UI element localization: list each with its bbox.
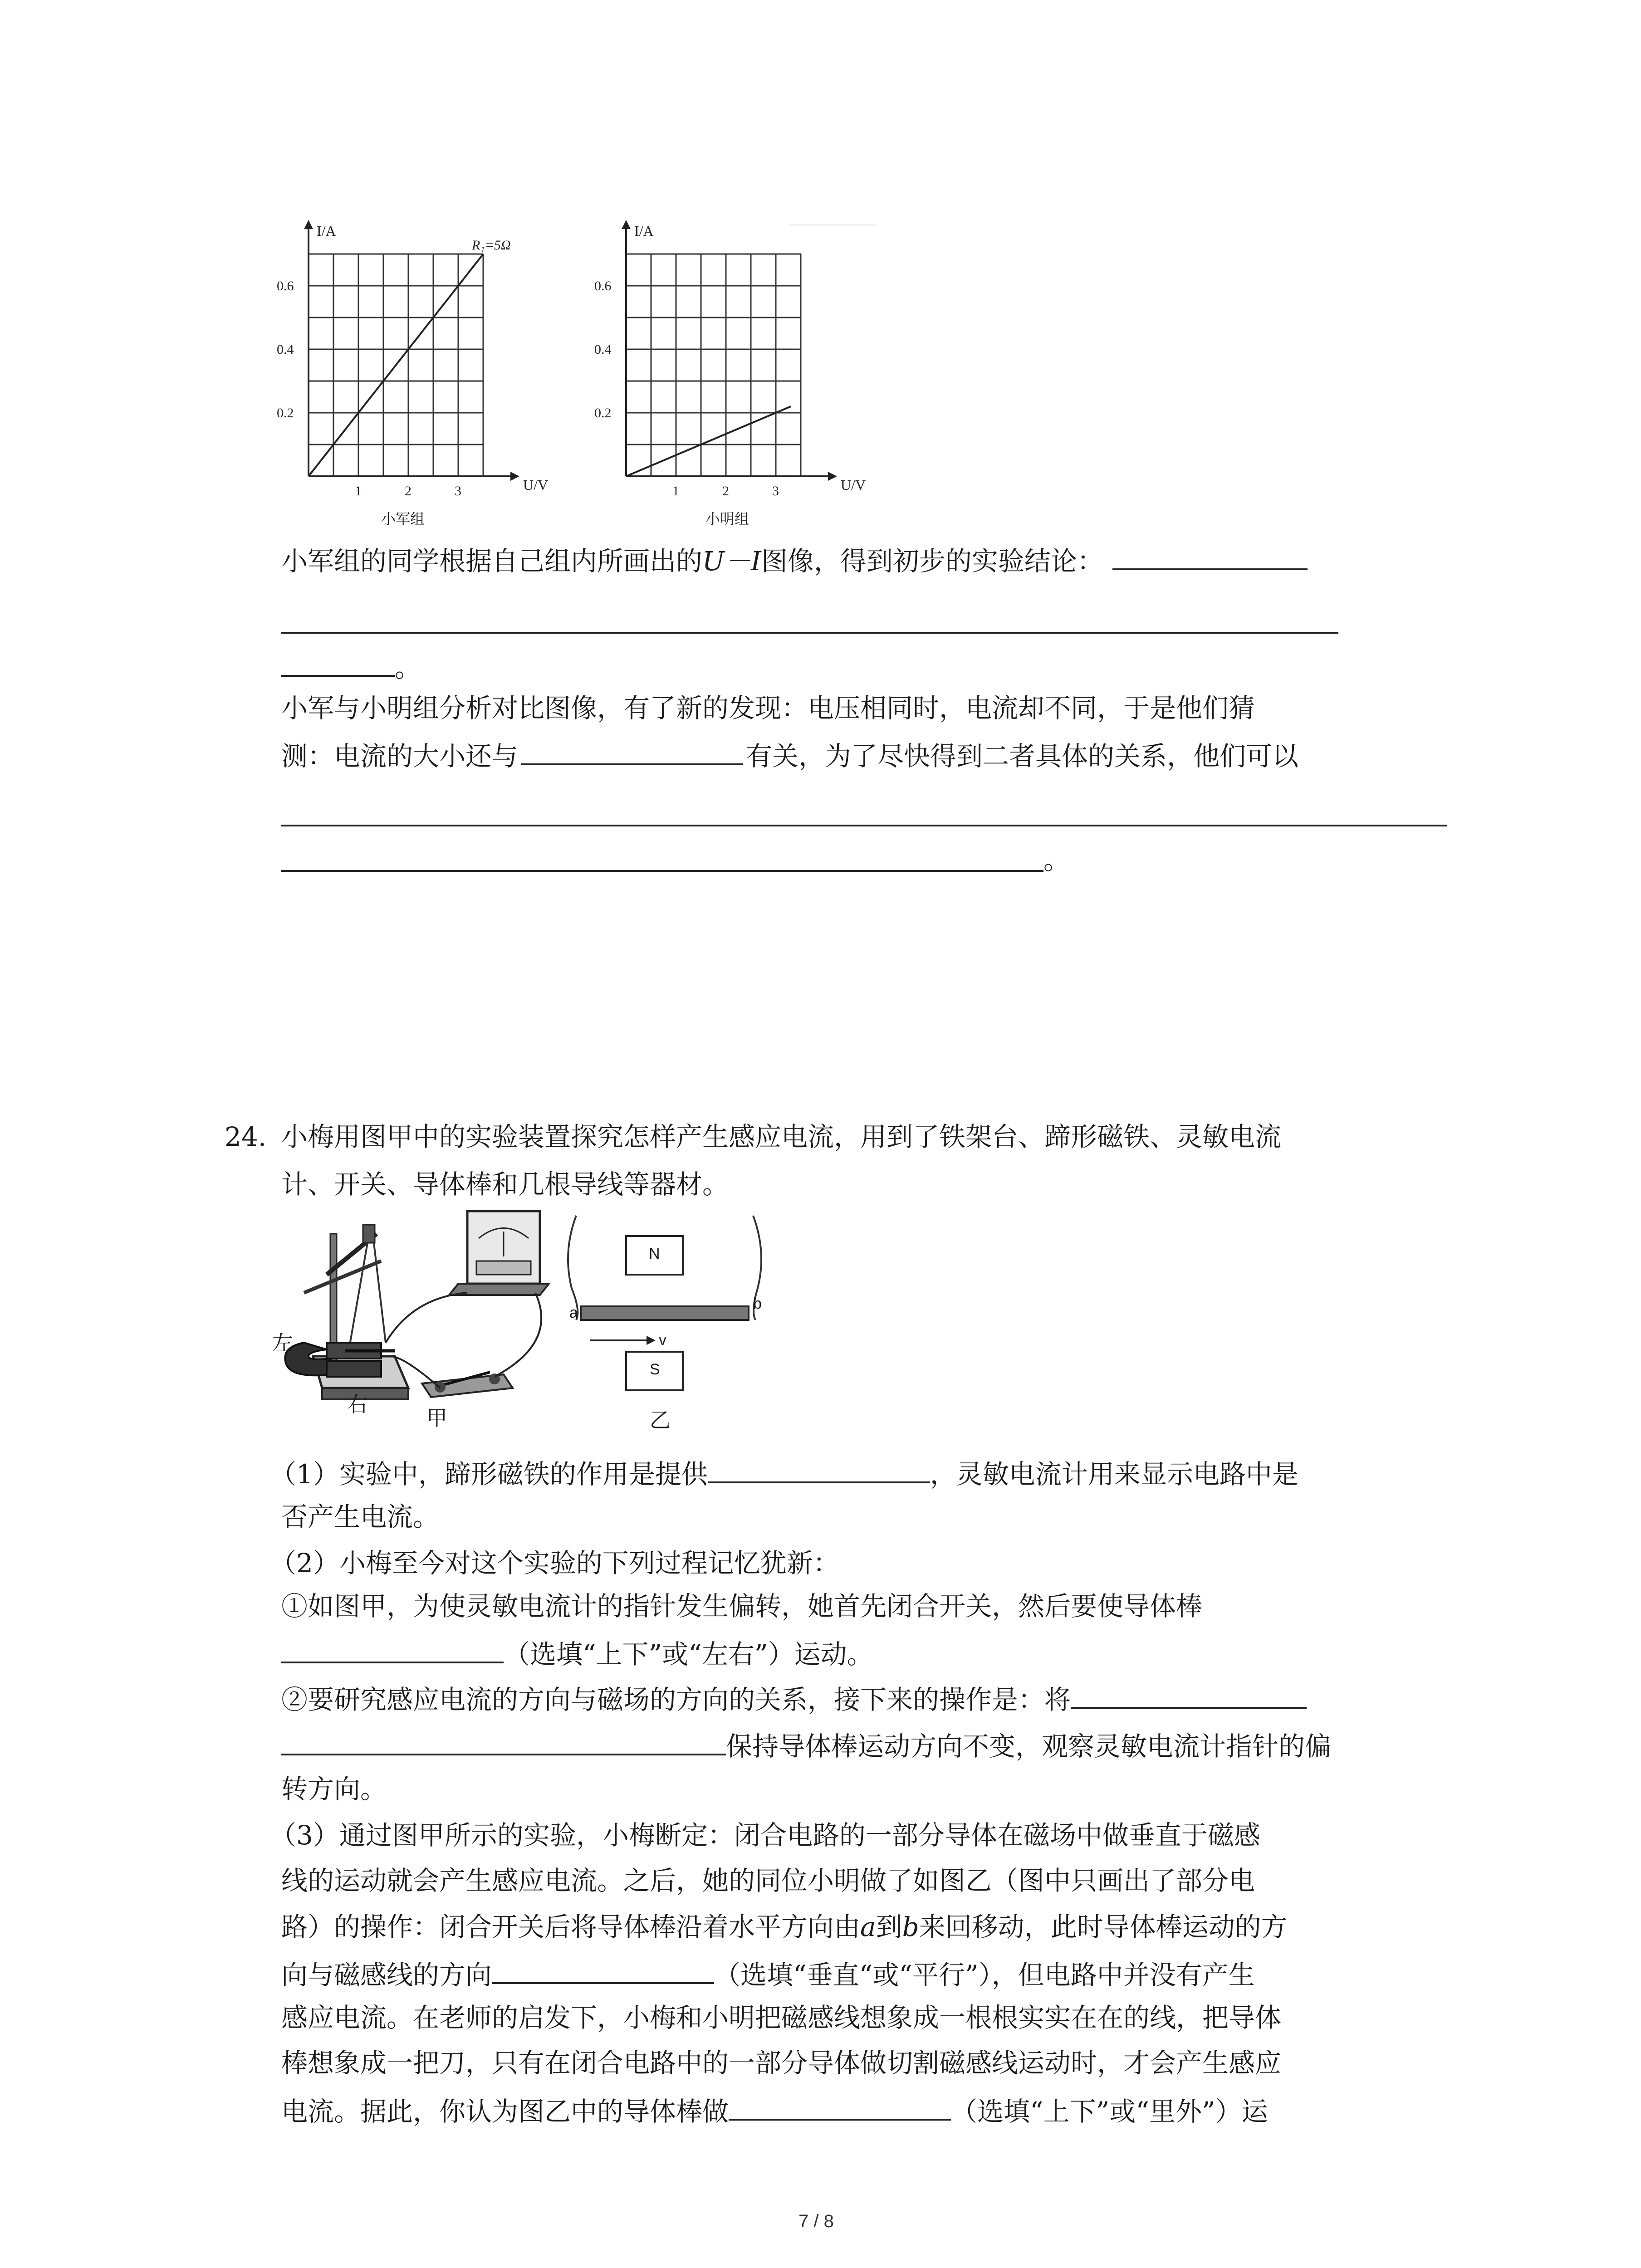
q24-blank-field[interactable] xyxy=(708,1455,930,1483)
x-tick-label: 2 xyxy=(722,484,729,499)
q24-p3-7-b: （选填“上下”或“里外”）运 xyxy=(951,2096,1268,2127)
q24-p1-b: ，灵敏电流计用来显示电路中是 xyxy=(930,1459,1298,1490)
label-south: S xyxy=(650,1361,660,1378)
q24-p2-1-line-2 xyxy=(281,1635,873,1671)
x-axis-arrow xyxy=(510,472,519,481)
q24-blank-operation-1[interactable] xyxy=(1071,1681,1307,1709)
q24-p3-line-7 xyxy=(281,2092,1268,2128)
q24-p3-line-6: 棒想象成一把刀，只有在闭合电路中的一部分导体做切割磁感线运动时，才会产生感应 xyxy=(281,2048,1282,2078)
q24-p3-3-a: 路）的操作：闭合开关后将导体棒沿着水平方向由 xyxy=(281,1911,861,1942)
q24-p3-7-a: 电流。据此，你认为图乙中的导体棒做 xyxy=(281,2096,729,2127)
chart-xiaojun-svg xyxy=(254,222,549,540)
q24-p1-line-1 xyxy=(270,1455,1298,1491)
q23-method-line-1[interactable] xyxy=(281,825,1447,826)
q24-p3-4-a: 向与磁感线的方向 xyxy=(281,1960,492,1990)
q24-p3-line-4 xyxy=(281,1956,1255,1991)
series-line xyxy=(309,254,483,476)
stand-arm-2 xyxy=(304,1261,381,1293)
x-axis-arrow xyxy=(828,472,837,481)
figure-yi-svg xyxy=(563,1211,817,1424)
chart-xiaoming-svg xyxy=(572,222,866,540)
velocity-arrowhead xyxy=(647,1336,656,1345)
x-tick-label: 1 xyxy=(672,484,679,499)
q24-p3-line-2: 线的运动就会产生感应电流。之后，她的同位小明做了如图乙（图中只画出了部分电 xyxy=(281,1865,1255,1896)
chart-xiaoming xyxy=(572,222,866,540)
q24-intro-2: 计、开关、导体棒和几根导线等器材。 xyxy=(281,1169,729,1200)
x-tick-label: 3 xyxy=(455,484,461,499)
figure-jia-svg xyxy=(277,1207,558,1452)
y-tick-label: 0.6 xyxy=(277,279,294,293)
q23-blank-conclusion-end[interactable] xyxy=(281,649,395,677)
hang-wire-1 xyxy=(349,1243,367,1347)
q24-p1-a: （1）实验中，蹄形磁铁的作用是提供 xyxy=(270,1459,708,1490)
caption-jia: 甲 xyxy=(426,1406,447,1430)
q24-p3-line-1: （3）通过图甲所示的实验，小梅断定：闭合电路的一部分导体在磁场中做垂直于磁感 xyxy=(270,1820,1260,1851)
label-left: 左 xyxy=(272,1331,293,1355)
x-axis-label: U/V xyxy=(841,477,866,493)
q23-conclusion-prompt-end: 图像，得到初步的实验结论： xyxy=(761,546,1103,577)
caption-yi: 乙 xyxy=(650,1408,671,1432)
y-axis-arrow xyxy=(304,220,313,229)
q24-blank-motion[interactable] xyxy=(729,2092,951,2121)
q24-p2-2-line-3: 转方向。 xyxy=(281,1774,387,1804)
y-tick-label: 0.6 xyxy=(594,279,612,293)
q24-p3-3-var-a: a xyxy=(860,1911,876,1942)
y-tick-label: 0.2 xyxy=(277,406,294,420)
label-end-b: b xyxy=(753,1295,762,1312)
q24-p2-1-b: （选填“上下”或“左右”）运动。 xyxy=(504,1639,873,1670)
q24-intro-1: 小梅用图甲中的实验装置探究怎样产生感应电流，用到了铁架台、蹄形磁铁、灵敏电流 xyxy=(281,1121,1282,1152)
label-velocity: v xyxy=(659,1331,666,1349)
q23-conclusion-line xyxy=(281,542,1308,577)
q24-blank-direction[interactable] xyxy=(281,1635,504,1663)
x-tick-label: 3 xyxy=(772,484,779,499)
magnet-bottom-pole xyxy=(327,1361,381,1377)
series-label: R₁=5Ω xyxy=(472,238,511,253)
q23-compare-line-1: 小军与小明组分析对比图像，有了新的发现：电压相同时，电流却不同，于是他们猜 xyxy=(281,693,1255,723)
q24-p2-2-line-1 xyxy=(281,1681,1307,1716)
q24-number: 24. xyxy=(225,1121,267,1152)
chart-xiaojun xyxy=(254,222,549,540)
q23-blank-conclusion[interactable] xyxy=(1112,542,1308,570)
q23-conclusion-prompt: 小军组的同学根据自己组内所画出的 xyxy=(281,546,703,577)
y-axis-label: I/A xyxy=(317,223,336,239)
q24-p2: （2）小梅至今对这个实验的下列过程记忆犹新： xyxy=(270,1548,839,1579)
y-tick-label: 0.4 xyxy=(277,342,294,357)
page-number: 7 / 8 xyxy=(798,2211,834,2231)
y-tick-label: 0.4 xyxy=(594,342,612,357)
figure-jia xyxy=(272,1207,558,1452)
x-axis-label: U/V xyxy=(523,477,549,493)
q24-p3-line-5: 感应电流。在老师的启发下，小梅和小明把磁感线想象成一根根实实在在的线，把导体 xyxy=(281,2002,1282,2033)
q24-p3-3-var-b: b xyxy=(902,1911,919,1942)
q23-compare-text-b: 有关，为了尽快得到二者具体的关系，他们可以 xyxy=(746,741,1299,772)
conductor-bar xyxy=(581,1306,749,1320)
q24-p2-2-a: ②要研究感应电流的方向与磁场的方向的关系，接下来的操作是：将 xyxy=(281,1684,1071,1715)
q24-p1-line-2: 否产生电流。 xyxy=(281,1501,440,1532)
stand-clamp xyxy=(363,1225,375,1243)
label-end-a: a xyxy=(569,1304,578,1321)
q23-answer-line-2 xyxy=(281,649,421,684)
y-tick-label: 0.2 xyxy=(594,406,612,420)
q23-method-line-2[interactable] xyxy=(281,870,1043,872)
label-right: 右 xyxy=(347,1392,368,1417)
q23-period-2: 。 xyxy=(1043,845,1070,875)
hang-wire-2 xyxy=(374,1243,386,1343)
galvanometer-panel xyxy=(476,1261,531,1275)
y-axis-label: I/A xyxy=(634,223,654,239)
q23-answer-line-1[interactable] xyxy=(281,632,1338,634)
chart-caption: 小明组 xyxy=(705,511,749,527)
label-north: N xyxy=(649,1245,660,1262)
q24-blank-relation[interactable] xyxy=(492,1956,714,1984)
q23-period: 。 xyxy=(395,652,421,683)
wire-galv-to-switch xyxy=(495,1293,541,1377)
q24-p3-line-3 xyxy=(281,1911,1288,1943)
q24-p3-3-b: 到 xyxy=(876,1911,902,1942)
q23-blank-factor[interactable] xyxy=(521,737,743,765)
x-tick-label: 2 xyxy=(405,484,411,499)
q24-p2-1-line-1: ①如图甲，为使灵敏电流计的指针发生偏转，她首先闭合开关，然后要使导体棒 xyxy=(281,1591,1203,1622)
q23-compare-text-a: 测：电流的大小还与 xyxy=(281,741,519,772)
q24-p2-2-b: 保持导体棒运动方向不变，观察灵敏电流计指针的偏 xyxy=(726,1731,1332,1762)
q24-p3-4-b: （选填“垂直“或“平行”），但电路中并没有产生 xyxy=(714,1960,1255,1990)
wire-to-galvanometer xyxy=(386,1293,467,1343)
q24-p2-2-line-2 xyxy=(281,1727,1331,1763)
q24-p3-3-c: 来回移动，此时导体棒运动的方 xyxy=(919,1911,1288,1942)
q23-compare-line-2 xyxy=(281,737,1298,772)
q24-blank-operation-2[interactable] xyxy=(281,1727,726,1755)
chart-caption: 小军组 xyxy=(381,511,425,527)
figure-yi xyxy=(563,1211,817,1452)
q23-ui-graph: U－I xyxy=(702,546,761,577)
x-tick-label: 1 xyxy=(355,484,362,499)
y-axis-arrow xyxy=(622,220,631,229)
